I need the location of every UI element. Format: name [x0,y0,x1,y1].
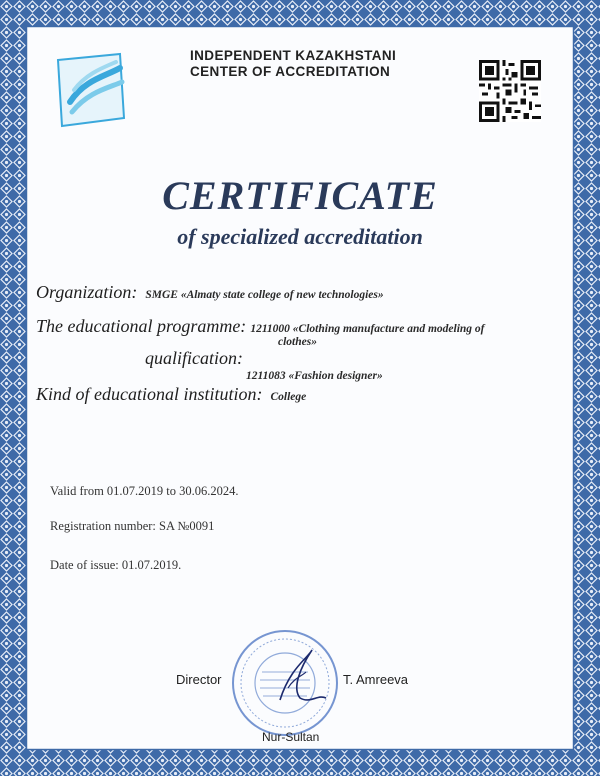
issuer-line-1: INDEPENDENT KAZAKHSTANI [190,48,397,63]
registration-number: Registration number: SA №0091 [50,519,215,533]
qualification-value: 1211083 «Fashion designer» [246,370,383,382]
programme-label: The educational programme: [36,316,247,336]
issuer-line-2: CENTER OF ACCREDITATION [190,64,391,79]
issue-city: Nur-Sultan [262,730,320,744]
kind-label: Kind of educational institution: [36,384,263,404]
organization-row [36,282,384,303]
qualification-label: qualification: [145,348,243,368]
validity-period: Valid from 01.07.2019 to 30.06.2024. [50,484,239,498]
qr-code-icon [478,60,542,122]
issuer-name [190,48,396,80]
accreditation-logo-icon [50,50,132,130]
organization-label: Organization: [36,282,138,302]
kind-row [36,384,306,405]
programme-row [36,316,485,337]
certificate-title: CERTIFICATE [162,173,438,218]
kind-value: College [270,391,307,403]
issue-date: Date of issue: 01.07.2019. [50,558,182,572]
signer-name: T. Amreeva [343,672,409,687]
organization-value: SMGE «Almaty state college of new technologies» [145,289,384,301]
certificate-subtitle: of specialized accreditation [177,224,423,249]
programme-value-line-2: clothes» [278,336,317,348]
director-label: Director [176,672,222,687]
programme-value-line-1: 1211000 «Clothing manufacture and modeling of [250,323,485,335]
official-stamp-icon [230,628,340,738]
